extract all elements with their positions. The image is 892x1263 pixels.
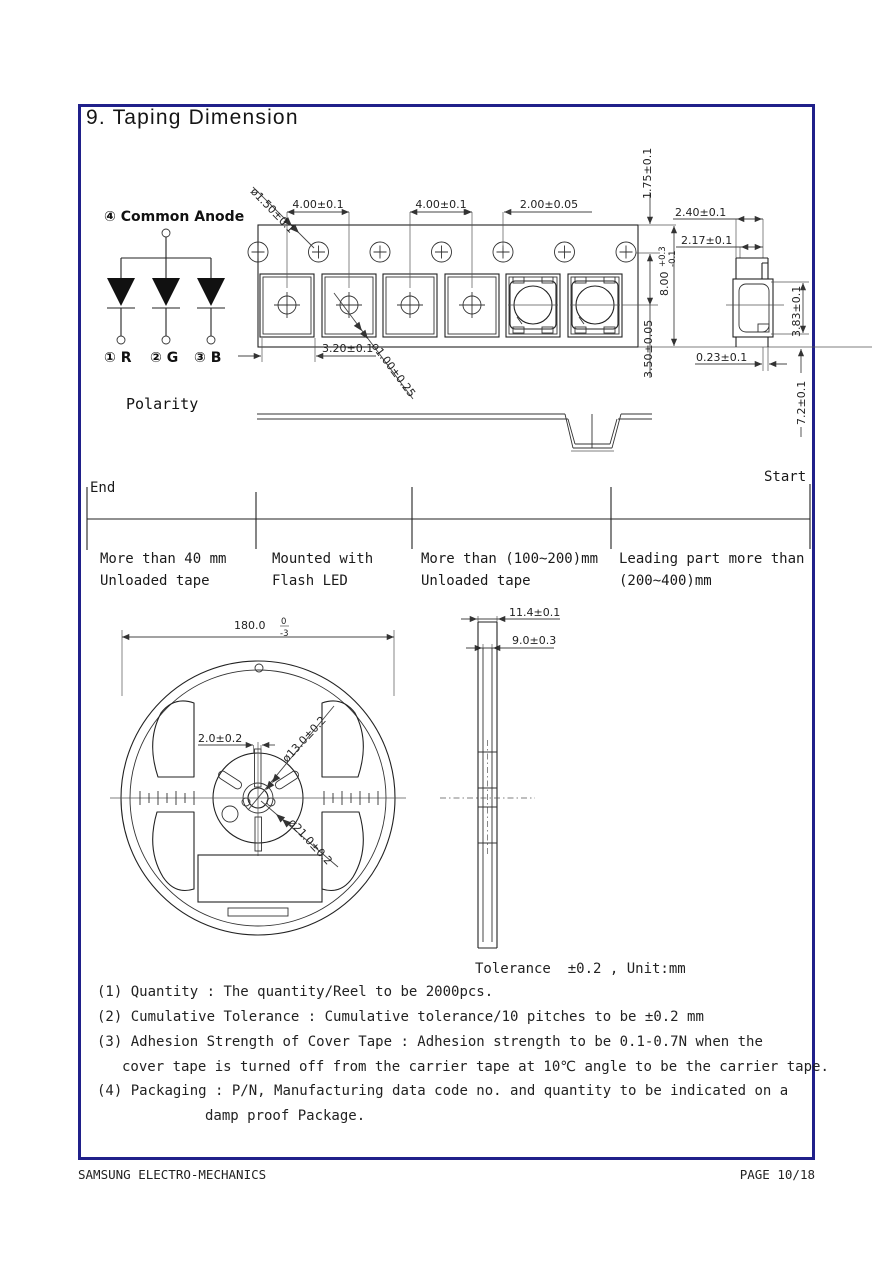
- leader-start-label: Start: [764, 469, 807, 485]
- pocket-center-holes: [274, 292, 485, 318]
- common-anode-label: ④ Common Anode: [104, 209, 245, 225]
- diode-R-icon: [107, 278, 135, 344]
- dim-tape-thickness: 0.23±0.1: [696, 351, 748, 364]
- note-3: (3) Adhesion Strength of Cover Tape : Adhesion strength to be 0.1-0.7N when the: [97, 1034, 763, 1050]
- dim-inner-width: 2.17±0.1: [681, 234, 733, 247]
- anode-terminal-dot: [162, 229, 170, 237]
- leader-section-1-line-1: More than 40 mm: [100, 551, 227, 567]
- note-3-continued: cover tape is turned off from the carrier tape at 10℃ angle to be the carrier tape.: [122, 1059, 829, 1075]
- dim-hub-boss-dia: ø21.0±0.2: [285, 816, 335, 868]
- dim-reel-width: 11.4±0.1: [509, 606, 561, 619]
- reel-index-hole: [255, 664, 263, 672]
- svg-text:+0.3: +0.3: [658, 246, 668, 267]
- leader-diagram: [87, 469, 810, 589]
- dim-sprocket-hole-dia: ø1.50±0.1: [247, 185, 298, 236]
- note-4-continued: damp proof Package.: [205, 1108, 366, 1124]
- leader-section-3-line-2: Unloaded tape: [421, 573, 531, 589]
- pin-label-g: ② G: [150, 350, 179, 366]
- polarity-caption: Polarity: [126, 395, 199, 413]
- dim-hole-edge-offset: 1.75±0.1: [641, 147, 654, 199]
- reel-label-box: [198, 855, 322, 902]
- tape-side-view: [673, 206, 809, 437]
- sprocket-holes: [248, 242, 636, 262]
- diode-G-icon: [152, 278, 180, 344]
- reel-barcode-bar: [228, 908, 288, 916]
- dim-hub-hole-dia: ø13.0±0.2: [279, 713, 329, 766]
- dim-total-height: 7.2±0.1: [795, 380, 808, 425]
- dim-hole-pocket-lateral: 3.50±0.05: [642, 319, 655, 378]
- dim-slot-width: 2.0±0.2: [198, 732, 243, 745]
- polarity-circuit-diagram: [104, 209, 244, 413]
- leader-section-3-line-1: More than (100~200)mm: [421, 551, 599, 567]
- svg-text:8.00: 8.00: [658, 271, 671, 296]
- dim-reel-outer-dia: [234, 617, 289, 639]
- flash-led-component: [570, 277, 620, 333]
- dim-center-hole-dia: ø1.00±0.25: [368, 339, 419, 400]
- reel-front-view: [110, 617, 406, 935]
- diode-B-icon: [197, 278, 225, 344]
- flash-led-component: [508, 277, 558, 333]
- dim-pocket-pitch-1: 4.00±0.1: [292, 198, 344, 211]
- tape-top-view: [238, 148, 872, 400]
- leader-end-label: End: [90, 480, 116, 496]
- dim-tape-width: [658, 246, 678, 296]
- tape-profile-view: [257, 414, 652, 451]
- footer-page-number: PAGE 10/18: [739, 1167, 815, 1182]
- dim-pocket-width: 3.20±0.1: [322, 342, 374, 355]
- note-4: (4) Packaging : P/N, Manufacturing data code no. and quantity to be indicated on a: [97, 1083, 789, 1099]
- dim-pocket-depth: 3.83±0.1: [790, 285, 803, 337]
- svg-text:180.0: 180.0: [234, 619, 266, 632]
- pin-label-b: ③ B: [194, 350, 222, 366]
- reel-side-view: [440, 606, 560, 948]
- leader-section-1-line-2: Unloaded tape: [100, 573, 210, 589]
- note-2: (2) Cumulative Tolerance : Cumulative tolerance/10 pitches to be ±0.2 mm: [97, 1009, 704, 1025]
- dim-top-width: 2.40±0.1: [675, 206, 727, 219]
- leader-section-4-line-2: (200~400)mm: [619, 573, 712, 589]
- tolerance-note: Tolerance ±0.2 , Unit:mm: [475, 961, 686, 977]
- tape-pockets: [260, 274, 622, 337]
- leader-section-2-line-2: Flash LED: [272, 573, 348, 589]
- svg-text:0: 0: [281, 617, 287, 627]
- note-1: (1) Quantity : The quantity/Reel to be 2000pcs.: [97, 984, 494, 1000]
- dim-pocket-pitch-2: 4.00±0.1: [415, 198, 467, 211]
- svg-text:-0.1: -0.1: [668, 250, 678, 267]
- dim-hole-to-pocket: 2.00±0.05: [519, 198, 579, 211]
- pin-label-r: ① R: [104, 350, 132, 366]
- page-title: 9. Taping Dimension: [86, 106, 299, 129]
- footer-company: SAMSUNG ELECTRO-MECHANICS: [78, 1167, 267, 1182]
- leader-section-2-line-1: Mounted with: [272, 551, 374, 567]
- leader-section-4-line-1: Leading part more than: [619, 551, 805, 567]
- svg-text:-3: -3: [280, 629, 289, 639]
- dim-reel-inner-width: 9.0±0.3: [512, 634, 557, 647]
